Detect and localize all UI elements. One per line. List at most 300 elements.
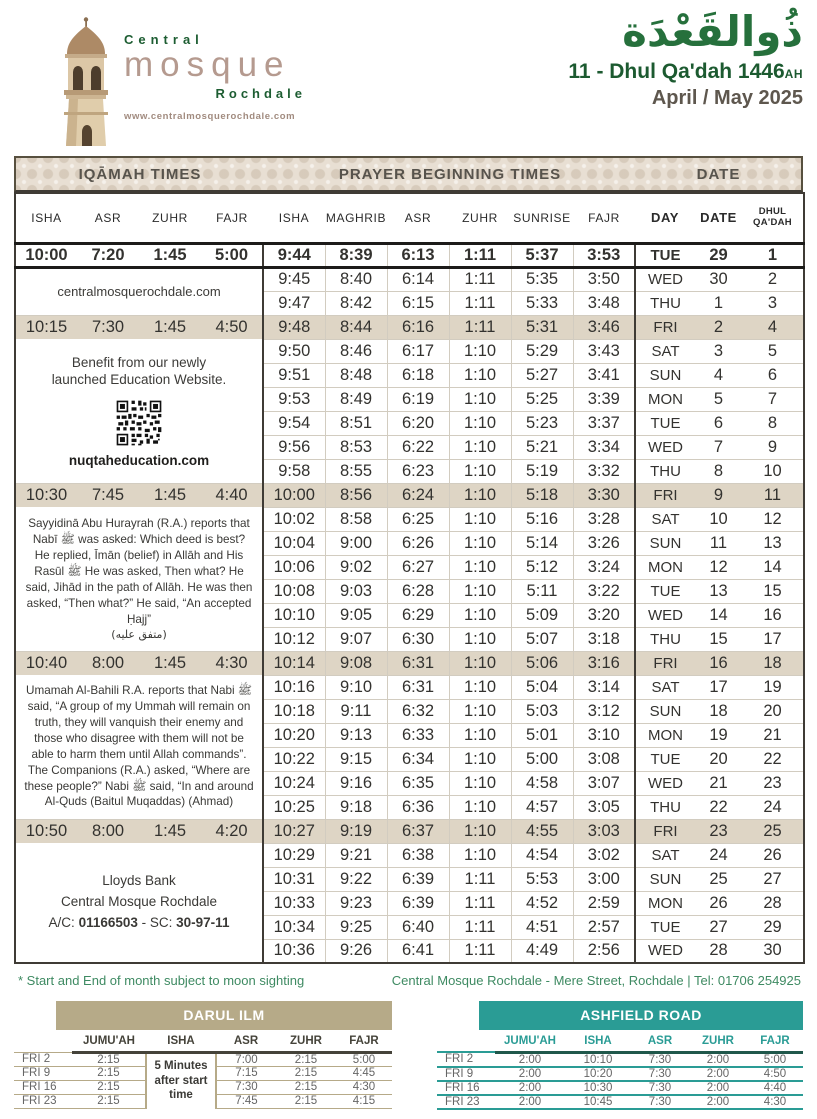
- zuhr-begin-cell: 1:10: [449, 483, 511, 507]
- timetable-row: [15, 675, 804, 699]
- fajr-time: 4:30: [336, 1080, 392, 1094]
- fajr-begin-cell: 3:10: [573, 723, 635, 747]
- maghrib-cell: 8:40: [325, 267, 387, 291]
- fajr-begin-cell: 3:08: [573, 747, 635, 771]
- header: [0, 0, 817, 152]
- zuhr-begin-cell: 1:10: [449, 699, 511, 723]
- asr-begin-cell: 6:14: [387, 267, 449, 291]
- iqamah-isha-header: ISHA: [15, 193, 77, 243]
- fajr-time: 5:00: [336, 1052, 392, 1066]
- hijri-date-cell: 1: [742, 243, 804, 267]
- asr-begin-cell: 6:27: [387, 555, 449, 579]
- iqamah-info-cell: [15, 267, 263, 315]
- jumuah-time: 2:00: [495, 1052, 565, 1067]
- maghrib-cell: 9:25: [325, 915, 387, 939]
- maghrib-cell: 9:15: [325, 747, 387, 771]
- fajr-begin-cell: 2:57: [573, 915, 635, 939]
- month-title-block: [568, 8, 803, 110]
- ashfield-road-table: [437, 1001, 803, 1110]
- zuhr-begin-cell: 1:10: [449, 363, 511, 387]
- qr-code-image: [115, 399, 163, 447]
- moon-sighting-note: * Start and End of month subject to moon sighting: [18, 973, 305, 988]
- hijri-date-cell: 28: [742, 891, 804, 915]
- ashfield-row: [437, 1067, 803, 1081]
- maghrib-cell: 8:53: [325, 435, 387, 459]
- education-text: Benefit from our newly: [71, 354, 207, 370]
- asr-time: 7:00: [216, 1052, 276, 1066]
- sunrise-cell: 5:16: [511, 507, 573, 531]
- timetable-row: [15, 267, 804, 291]
- asr-begin-cell: 6:15: [387, 291, 449, 315]
- iqamah-time-cell: 10:40: [15, 651, 77, 675]
- day-cell: WED: [635, 771, 695, 795]
- day-cell: TUE: [635, 579, 695, 603]
- timetable-row: [15, 843, 804, 867]
- asr-time: 7:30: [631, 1052, 689, 1067]
- jumuah-time: 2:15: [72, 1094, 146, 1108]
- asr-begin-cell: 6:30: [387, 627, 449, 651]
- zuhr-begin-cell: 1:10: [449, 795, 511, 819]
- date-cell: 17: [695, 675, 742, 699]
- day-cell: SUN: [635, 531, 695, 555]
- hijri-date-cell: 6: [742, 363, 804, 387]
- maghrib-cell: 9:22: [325, 867, 387, 891]
- date-cell: 7: [695, 435, 742, 459]
- timetable-row: [15, 507, 804, 531]
- sunrise-cell: 4:54: [511, 843, 573, 867]
- day-cell: FRI: [635, 315, 695, 339]
- day-cell: WED: [635, 939, 695, 963]
- zuhr-begin-cell: 1:11: [449, 291, 511, 315]
- isha-begin-cell: 10:25: [263, 795, 325, 819]
- asr-begin-cell: 6:17: [387, 339, 449, 363]
- fajr-begin-cell: 3:46: [573, 315, 635, 339]
- day-cell: FRI: [635, 819, 695, 843]
- zuhr-begin-cell: 1:10: [449, 603, 511, 627]
- fajr-begin-cell: 3:14: [573, 675, 635, 699]
- asr-begin-cell: 6:39: [387, 891, 449, 915]
- maghrib-cell: 8:42: [325, 291, 387, 315]
- zuhr-begin-cell: 1:10: [449, 339, 511, 363]
- band-iqamah-label: IQĀMAH TIMES: [78, 165, 202, 183]
- maghrib-cell: 9:10: [325, 675, 387, 699]
- fajr-begin-cell: 3:39: [573, 387, 635, 411]
- day-cell: THU: [635, 627, 695, 651]
- maghrib-cell: 9:02: [325, 555, 387, 579]
- darul-jumuah-header: JUMU'AH: [72, 1032, 146, 1052]
- asr-time: 7:45: [216, 1094, 276, 1108]
- day-cell: SAT: [635, 507, 695, 531]
- day-cell: TUE: [635, 411, 695, 435]
- darul-blank-header: [14, 1032, 72, 1052]
- sunrise-cell: 5:09: [511, 603, 573, 627]
- isha-begin-cell: 10:10: [263, 603, 325, 627]
- jumuah-time: 2:00: [495, 1095, 565, 1109]
- date-cell: 9: [695, 483, 742, 507]
- fajr-time: 4:15: [336, 1094, 392, 1108]
- fajr-begin-cell: 3:05: [573, 795, 635, 819]
- sunrise-cell: 5:21: [511, 435, 573, 459]
- asr-begin-cell: 6:13: [387, 243, 449, 267]
- bank-details: A/C: 01166503 - SC: 30-97-11: [48, 914, 230, 930]
- ashfield-header-row: [437, 1032, 803, 1052]
- asr-begin-cell: 6:16: [387, 315, 449, 339]
- sunrise-cell: 5:23: [511, 411, 573, 435]
- isha-time: 10:30: [565, 1081, 631, 1095]
- asr-time: 7:30: [631, 1067, 689, 1081]
- sort-code: 30-97-11: [176, 914, 230, 930]
- hijri-date-cell: 18: [742, 651, 804, 675]
- isha-begin-cell: 10:06: [263, 555, 325, 579]
- begin-zuhr-header: ZUHR: [449, 193, 511, 243]
- isha-begin-cell: 9:58: [263, 459, 325, 483]
- hijri-date-cell: 8: [742, 411, 804, 435]
- maghrib-cell: 8:51: [325, 411, 387, 435]
- date-cell: 20: [695, 747, 742, 771]
- maghrib-cell: 9:11: [325, 699, 387, 723]
- date-cell: 8: [695, 459, 742, 483]
- asr-begin-cell: 6:40: [387, 915, 449, 939]
- zuhr-time: 2:15: [276, 1080, 336, 1094]
- sunrise-cell: 5:06: [511, 651, 573, 675]
- hijri-date-cell: 14: [742, 555, 804, 579]
- fajr-begin-cell: 3:20: [573, 603, 635, 627]
- darul-header-row: [14, 1032, 392, 1052]
- zuhr-begin-cell: 1:10: [449, 627, 511, 651]
- isha-begin-cell: 9:44: [263, 243, 325, 267]
- hijri-date-header: DHUL QA'DAH: [742, 193, 804, 243]
- fajr-begin-cell: 3:30: [573, 483, 635, 507]
- zuhr-begin-cell: 1:10: [449, 723, 511, 747]
- jumuah-time: 2:15: [72, 1052, 146, 1066]
- ashfield-road-title: ASHFIELD ROAD: [479, 1001, 803, 1030]
- day-cell: MON: [635, 555, 695, 579]
- maghrib-cell: 8:46: [325, 339, 387, 363]
- isha-begin-cell: 9:50: [263, 339, 325, 363]
- asr-begin-cell: 6:18: [387, 363, 449, 387]
- ashfield-jumuah-header: JUMU'AH: [495, 1032, 565, 1052]
- iqamah-time-cell: 10:15: [15, 315, 77, 339]
- asr-time: 7:30: [631, 1081, 689, 1095]
- ashfield-row: [437, 1081, 803, 1095]
- asr-begin-cell: 6:28: [387, 579, 449, 603]
- isha-note: 5 Minutes after start time: [146, 1052, 216, 1108]
- sunrise-cell: 5:04: [511, 675, 573, 699]
- isha-begin-cell: 10:33: [263, 891, 325, 915]
- hijri-date-cell: 21: [742, 723, 804, 747]
- zuhr-begin-cell: 1:11: [449, 315, 511, 339]
- asr-time: 7:30: [216, 1080, 276, 1094]
- fajr-begin-cell: 2:56: [573, 939, 635, 963]
- hijri-date-cell: 11: [742, 483, 804, 507]
- hijri-date-cell: 19: [742, 675, 804, 699]
- fajr-begin-cell: 3:22: [573, 579, 635, 603]
- jumuah-tables: [14, 1001, 803, 1110]
- asr-begin-cell: 6:31: [387, 651, 449, 675]
- asr-begin-cell: 6:32: [387, 699, 449, 723]
- darul-row: [14, 1052, 392, 1066]
- footer: [18, 973, 801, 988]
- zuhr-begin-cell: 1:10: [449, 579, 511, 603]
- isha-time: 10:10: [565, 1052, 631, 1067]
- date-cell: 22: [695, 795, 742, 819]
- jumuah-time: 2:15: [72, 1080, 146, 1094]
- iqamah-info-website: [24, 284, 254, 299]
- iqamah-time-cell: 10:30: [15, 483, 77, 507]
- zuhr-time: 2:00: [689, 1052, 747, 1067]
- begin-maghrib-header: MAGHRIB: [325, 193, 387, 243]
- day-cell: SAT: [635, 675, 695, 699]
- sunrise-cell: 4:58: [511, 771, 573, 795]
- hijri-date-cell: 16: [742, 603, 804, 627]
- iqamah-zuhr-header: ZUHR: [139, 193, 201, 243]
- qr-code: [115, 399, 163, 447]
- date-cell: 12: [695, 555, 742, 579]
- day-cell: FRI: [635, 483, 695, 507]
- zuhr-time: 2:15: [276, 1066, 336, 1080]
- day-cell: TUE: [635, 243, 695, 267]
- maghrib-cell: 8:58: [325, 507, 387, 531]
- date-cell: 1: [695, 291, 742, 315]
- maghrib-cell: 8:48: [325, 363, 387, 387]
- asr-begin-cell: 6:37: [387, 819, 449, 843]
- maghrib-cell: 8:56: [325, 483, 387, 507]
- fajr-begin-cell: 3:07: [573, 771, 635, 795]
- date-cell: 16: [695, 651, 742, 675]
- isha-begin-cell: 9:51: [263, 363, 325, 387]
- main-timetable: [14, 192, 805, 964]
- begin-asr-header: ASR: [387, 193, 449, 243]
- asr-begin-cell: 6:29: [387, 603, 449, 627]
- iqamah-time-cell: 1:45: [139, 819, 201, 843]
- zuhr-begin-cell: 1:10: [449, 819, 511, 843]
- fajr-begin-cell: 3:48: [573, 291, 635, 315]
- isha-begin-cell: 9:45: [263, 267, 325, 291]
- asr-begin-cell: 6:19: [387, 387, 449, 411]
- hijri-date-cell: 20: [742, 699, 804, 723]
- iqamah-asr-header: ASR: [77, 193, 139, 243]
- maghrib-cell: 9:18: [325, 795, 387, 819]
- mosque-logo: [124, 32, 306, 122]
- sunrise-cell: 5:18: [511, 483, 573, 507]
- date-header: DATE: [695, 193, 742, 243]
- fajr-begin-cell: 3:18: [573, 627, 635, 651]
- timetable-row: [15, 315, 804, 339]
- hijri-date-cell: 29: [742, 915, 804, 939]
- education-text: launched Education Website.: [51, 372, 227, 388]
- iqamah-time-cell: 8:00: [77, 819, 139, 843]
- hijri-date-cell: 26: [742, 843, 804, 867]
- hijri-date-cell: 30: [742, 939, 804, 963]
- date-cell: 3: [695, 339, 742, 363]
- iqamah-info-hadith1: [24, 516, 254, 641]
- maghrib-cell: 9:03: [325, 579, 387, 603]
- date-cell: 11: [695, 531, 742, 555]
- logo-line-mosque: mosque: [124, 45, 291, 84]
- hadith-text: Sayyidinā Abu Hurayrah (R.A.) reports that Nabī ﷺ was asked: Which deed is best? He replied, Īmān (belief) in Allāh and His Rasūl ﷺ He was asked, Then what? He said, Jihād in the path of Allāh. He was then asked, “Then what?” He said, “An accepted Ḥajj”: [25, 517, 253, 626]
- jumuah-time: 2:00: [495, 1067, 565, 1081]
- day-cell: WED: [635, 603, 695, 627]
- maghrib-cell: 9:05: [325, 603, 387, 627]
- day-cell: SAT: [635, 339, 695, 363]
- sunrise-header: SUNRISE: [511, 193, 573, 243]
- date-cell: 28: [695, 939, 742, 963]
- maghrib-cell: 8:39: [325, 243, 387, 267]
- zuhr-begin-cell: 1:11: [449, 915, 511, 939]
- isha-begin-cell: 10:36: [263, 939, 325, 963]
- gregorian-month-title: April / May 2025: [651, 87, 803, 110]
- sunrise-cell: 5:25: [511, 387, 573, 411]
- fajr-begin-cell: 3:02: [573, 843, 635, 867]
- zuhr-begin-cell: 1:10: [449, 387, 511, 411]
- zuhr-begin-cell: 1:11: [449, 891, 511, 915]
- asr-begin-cell: 6:26: [387, 531, 449, 555]
- maghrib-cell: 9:07: [325, 627, 387, 651]
- website-text: centralmosquerochdale.com: [57, 284, 221, 299]
- zuhr-time: 2:00: [689, 1095, 747, 1109]
- iqamah-info-cell: [15, 675, 263, 819]
- band-beginning-label: PRAYER BEGINNING TIMES: [338, 165, 562, 183]
- sunrise-cell: 5:37: [511, 243, 573, 267]
- day-cell: SUN: [635, 867, 695, 891]
- day-header: DAY: [635, 193, 695, 243]
- isha-begin-cell: 10:34: [263, 915, 325, 939]
- fajr-begin-cell: 3:16: [573, 651, 635, 675]
- asr-begin-cell: 6:24: [387, 483, 449, 507]
- timetable-row: [15, 819, 804, 843]
- hadith-text: Umamah Al-Bahili R.A. reports that Nabi ﷺ said, “A group of my Ummah will remain on truth, they will vanquish their enemy and those who disagree with them will not be able to harm them until Allah commands”. The Companions (R.A.) asked, “Where are these people?” Nabi ﷺ said, “In and around Al-Quds (Baitul Muqaddas) (Ahmad): [24, 684, 254, 809]
- maghrib-cell: 9:16: [325, 771, 387, 795]
- day-cell: SUN: [635, 699, 695, 723]
- sunrise-cell: 4:49: [511, 939, 573, 963]
- iqamah-info-hadith2: [24, 683, 254, 810]
- zuhr-begin-cell: 1:11: [449, 939, 511, 963]
- iqamah-info-cell: [15, 507, 263, 651]
- timetable-row: [15, 483, 804, 507]
- sunrise-cell: 5:12: [511, 555, 573, 579]
- sunrise-cell: 5:07: [511, 627, 573, 651]
- date-cell: 30: [695, 267, 742, 291]
- isha-begin-cell: 9:47: [263, 291, 325, 315]
- fajr-begin-cell: 3:53: [573, 243, 635, 267]
- asr-begin-cell: 6:35: [387, 771, 449, 795]
- day-cell: WED: [635, 267, 695, 291]
- zuhr-begin-cell: 1:10: [449, 435, 511, 459]
- darul-asr-header: ASR: [216, 1032, 276, 1052]
- zuhr-begin-cell: 1:10: [449, 843, 511, 867]
- asr-begin-cell: 6:31: [387, 675, 449, 699]
- logo-website-url: www.centralmosquerochdale.com: [124, 110, 296, 122]
- hijri-date-cell: 3: [742, 291, 804, 315]
- isha-begin-cell: 10:12: [263, 627, 325, 651]
- hijri-date-cell: 13: [742, 531, 804, 555]
- timetable-row: [15, 243, 804, 267]
- hijri-date-cell: 24: [742, 795, 804, 819]
- date-cell: 5: [695, 387, 742, 411]
- iqamah-info-bank: [24, 871, 254, 934]
- maghrib-cell: 8:49: [325, 387, 387, 411]
- friday-label: FRI 2: [437, 1052, 495, 1067]
- maghrib-cell: 8:44: [325, 315, 387, 339]
- ashfield-zuhr-header: ZUHR: [689, 1032, 747, 1052]
- sunrise-cell: 4:55: [511, 819, 573, 843]
- iqamah-time-cell: 4:40: [201, 483, 263, 507]
- day-cell: TUE: [635, 915, 695, 939]
- darul-ilm-title: DARUL ILM: [56, 1001, 392, 1030]
- day-cell: MON: [635, 723, 695, 747]
- fajr-begin-cell: 3:50: [573, 267, 635, 291]
- isha-begin-cell: 10:04: [263, 531, 325, 555]
- sunrise-cell: 5:29: [511, 339, 573, 363]
- zuhr-begin-cell: 1:10: [449, 771, 511, 795]
- band-date-label: DATE: [696, 165, 741, 183]
- date-cell: 2: [695, 315, 742, 339]
- darul-zuhr-header: ZUHR: [276, 1032, 336, 1052]
- date-cell: 18: [695, 699, 742, 723]
- bank-account-name: Central Mosque Rochdale: [60, 894, 218, 910]
- hijri-date-cell: 9: [742, 435, 804, 459]
- isha-begin-cell: 10:20: [263, 723, 325, 747]
- sunrise-cell: 5:27: [511, 363, 573, 387]
- hijri-date-cell: 23: [742, 771, 804, 795]
- sunrise-cell: 5:03: [511, 699, 573, 723]
- isha-begin-cell: 10:27: [263, 819, 325, 843]
- zuhr-begin-cell: 1:11: [449, 243, 511, 267]
- darul-ilm-table: [14, 1001, 392, 1110]
- minaret-logo-image: [56, 16, 118, 146]
- fajr-time: 5:00: [747, 1052, 803, 1067]
- ashfield-row: [437, 1095, 803, 1109]
- isha-begin-cell: 10:22: [263, 747, 325, 771]
- asr-begin-cell: 6:23: [387, 459, 449, 483]
- logo-line-rochdale: Rochdale: [215, 85, 306, 101]
- day-cell: THU: [635, 795, 695, 819]
- fajr-begin-cell: 2:59: [573, 891, 635, 915]
- asr-begin-cell: 6:33: [387, 723, 449, 747]
- day-cell: MON: [635, 891, 695, 915]
- timetable-row: [15, 339, 804, 363]
- sunrise-cell: 5:35: [511, 267, 573, 291]
- ashfield-isha-header: ISHA: [565, 1032, 631, 1052]
- era-suffix: AH: [784, 67, 803, 82]
- hijri-date-cell: 25: [742, 819, 804, 843]
- sunrise-cell: 5:19: [511, 459, 573, 483]
- maghrib-cell: 9:19: [325, 819, 387, 843]
- zuhr-time: 2:00: [689, 1067, 747, 1081]
- iqamah-time-cell: 7:20: [77, 243, 139, 267]
- friday-label: FRI 16: [437, 1081, 495, 1095]
- maghrib-cell: 9:08: [325, 651, 387, 675]
- sunrise-cell: 5:33: [511, 291, 573, 315]
- fajr-begin-cell: 3:43: [573, 339, 635, 363]
- isha-begin-cell: 10:14: [263, 651, 325, 675]
- zuhr-begin-cell: 1:10: [449, 531, 511, 555]
- maghrib-cell: 9:26: [325, 939, 387, 963]
- isha-begin-cell: 9:54: [263, 411, 325, 435]
- date-cell: 26: [695, 891, 742, 915]
- asr-begin-cell: 6:41: [387, 939, 449, 963]
- hijri-date-cell: 4: [742, 315, 804, 339]
- asr-begin-cell: 6:34: [387, 747, 449, 771]
- zuhr-time: 2:15: [276, 1052, 336, 1066]
- isha-begin-cell: 10:18: [263, 699, 325, 723]
- isha-begin-cell: 9:53: [263, 387, 325, 411]
- day-cell: MON: [635, 387, 695, 411]
- arabic-month-calligraphy: ذُوالقَعْدَة: [622, 7, 803, 56]
- column-header-row: [15, 193, 804, 243]
- iqamah-info-education: [24, 354, 254, 468]
- fajr-time: 4:50: [747, 1067, 803, 1081]
